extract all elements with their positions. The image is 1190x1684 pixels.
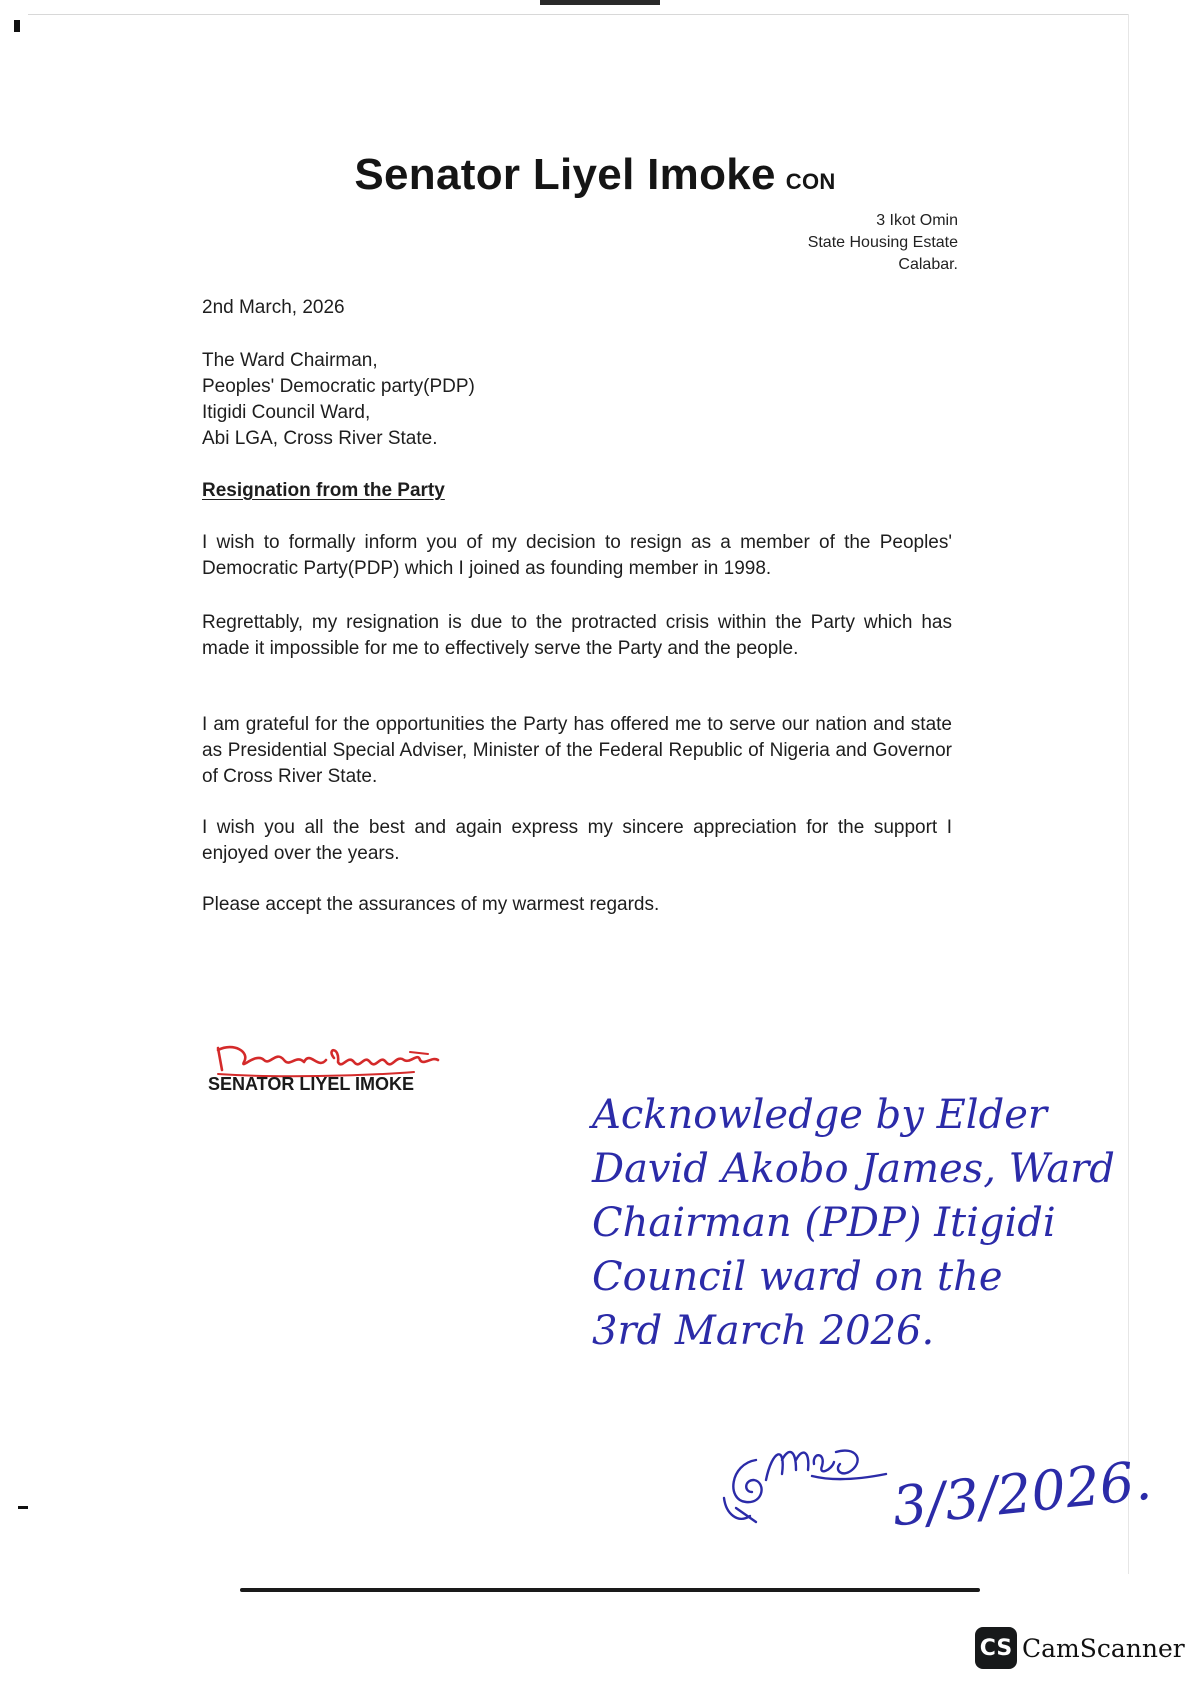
letter-subject: Resignation from the Party [202, 480, 445, 501]
recipient-line: Itigidi Council Ward, [202, 402, 371, 423]
acknowledgement-line: Chairman (PDP) Itigidi [592, 1200, 1056, 1246]
scan-page-edge-right [1128, 14, 1129, 1574]
letterhead-name-text: Senator Liyel Imoke [354, 150, 776, 199]
address-line: State Housing Estate [807, 234, 958, 251]
letterhead-honorific: CON [785, 169, 836, 194]
acknowledgement-line: David Akobo James, Ward [592, 1146, 1115, 1192]
address-line: Calabar. [898, 256, 958, 273]
body-paragraph: I am grateful for the opportunities the Party has offered me to serve our nation and state as Presidential Special Adviser, Minister of the Federal Republic of Nigeria and Governor of Cross River State. [202, 714, 952, 787]
scan-edge-top [540, 0, 660, 5]
scan-mark-top-left [14, 20, 20, 32]
recipient-line: Abi LGA, Cross River State. [202, 428, 438, 449]
body-paragraph: I wish to formally inform you of my decision to resign as a member of the Peoples' Democratic Party(PDP) which I joined as founding member in 1998. [202, 532, 952, 579]
acknowledgement-line: 3rd March 2026. [592, 1308, 935, 1354]
signer-name: SENATOR LIYEL IMOKE [208, 1074, 415, 1094]
letter-date: 2nd March, 2026 [202, 297, 345, 318]
recipient-block [202, 348, 952, 452]
recipient-line: The Ward Chairman, [202, 350, 378, 371]
letterhead-name [0, 150, 1190, 200]
acknowledgement-note [592, 1088, 1115, 1358]
address-line: 3 Ikot Omin [876, 212, 958, 229]
scan-page-edge-bottom [240, 1588, 980, 1592]
camscanner-logo-icon: CS [975, 1627, 1017, 1669]
acknowledgement-line: Acknowledge by Elder [592, 1092, 1047, 1138]
acknowledgement-date: 3/3/2026. [889, 1448, 1155, 1539]
acknowledgement-line: Council ward on the [592, 1254, 1003, 1300]
closing-paragraph: Please accept the assurances of my warmest regards. [202, 894, 660, 915]
scan-mark-bottom-left [18, 1506, 28, 1509]
recipient-line: Peoples' Democratic party(PDP) [202, 376, 475, 397]
sender-address [808, 210, 958, 276]
body-paragraph: Regrettably, my resignation is due to the protracted crisis within the Party which has made it impossible for me to effectively serve the Party and the people. [202, 612, 952, 659]
camscanner-label: CamScanner [1022, 1634, 1185, 1663]
body-paragraph: I wish you all the best and again express my sincere appreciation for the support I enjoyed over the years. [202, 817, 952, 864]
scan-page-edge-top [28, 14, 1128, 15]
